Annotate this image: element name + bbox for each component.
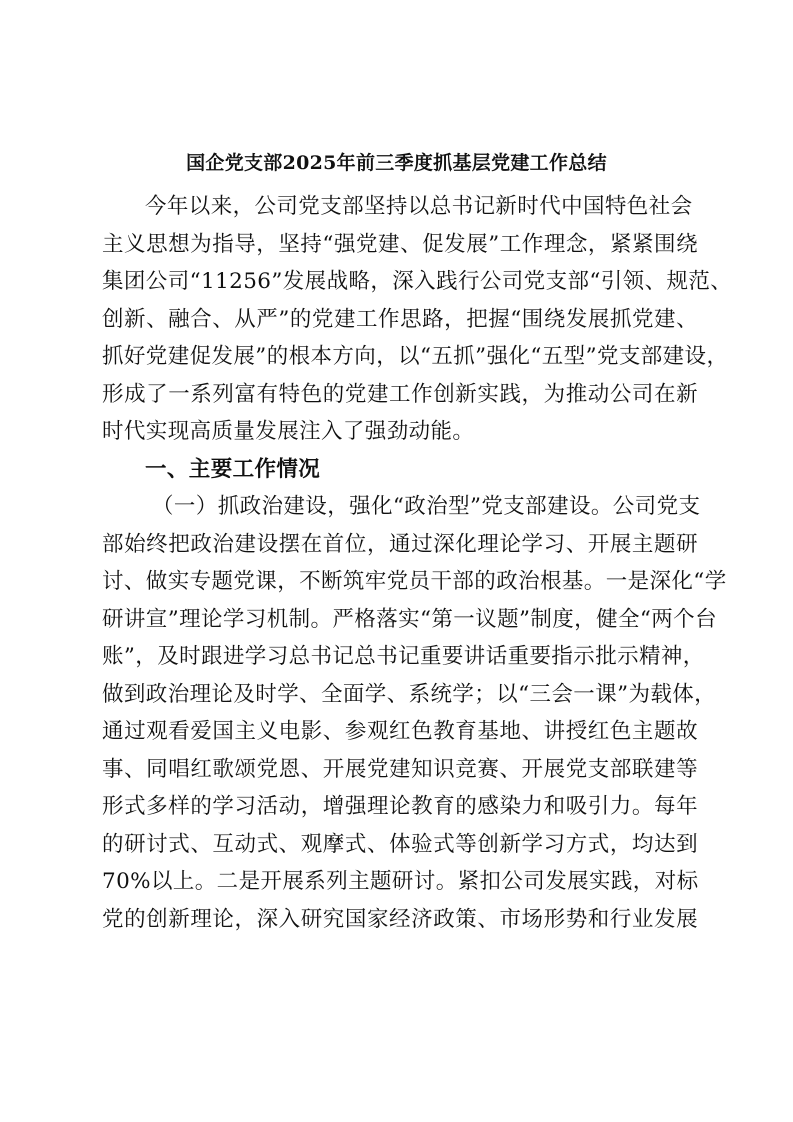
paragraph-line: 70%以上。二是开展系列主题研讨。紧扣公司发展实践，对标: [102, 869, 699, 894]
paragraph-line: 形式多样的学习活动，增强理论教育的感染力和吸引力。每年: [102, 794, 698, 819]
paragraph-line: 主义思想为指导，坚持“强党建、促发展”工作理念，紧紧围绕: [102, 231, 698, 257]
paragraph-line: 做到政治理论及时学、全面学、系统学；以“三会一课”为载体，: [102, 681, 717, 707]
paragraph-line: 事、同唱红歌颂党恩、开展党建知识竞赛、开展党支部联建等: [102, 756, 698, 782]
paragraph-line: 账”，及时跟进学习总书记总书记重要讲话重要指示批示精神，: [102, 644, 705, 669]
document-body: [102, 188, 733, 938]
paragraph-line: 部始终把政治建设摆在首位，通过深化理论学习、开展主题研: [102, 531, 698, 557]
paragraph-line: 时代实现高质量发展注入了强劲动能。: [102, 419, 475, 444]
paragraph-line: 的研讨式、互动式、观摩式、体验式等创新学习方式，均达到: [102, 831, 698, 857]
paragraph-line: 形成了一系列富有特色的党建工作创新实践，为推动公司在新: [102, 381, 698, 407]
paragraph-line: 讨、做实专题党课，不断筑牢党员干部的政治根基。一是深化“学: [102, 569, 727, 594]
document-title: 国企党支部2025年前三季度抓基层党建工作总结: [186, 152, 607, 174]
paragraph-line: 党的创新理论，深入研究国家经济政策、市场形势和行业发展: [102, 906, 698, 932]
paragraph-line: 抓好党建促发展”的根本方向，以“五抓”强化“五型”党支部建设，: [102, 344, 729, 369]
paragraph-line: 通过观看爱国主义电影、参观红色教育基地、讲授红色主题故: [102, 719, 698, 744]
paragraph-line: 研讲宣”理论学习机制。严格落实“第一议题”制度，健全“两个台: [102, 606, 717, 632]
paragraph-line: 创新、融合、从严”的党建工作思路，把握“围绕发展抓党建、: [102, 306, 698, 332]
section-heading: 一、主要工作情况: [145, 456, 321, 482]
paragraph-line: （一）抓政治建设，强化“政治型”党支部建设。公司党支: [152, 494, 701, 519]
paragraph-line: 今年以来，公司党支部坚持以总书记新时代中国特色社会: [145, 194, 693, 219]
paragraph-line: 集团公司“11256”发展战略，深入践行公司党支部“引领、规范、: [102, 269, 733, 294]
